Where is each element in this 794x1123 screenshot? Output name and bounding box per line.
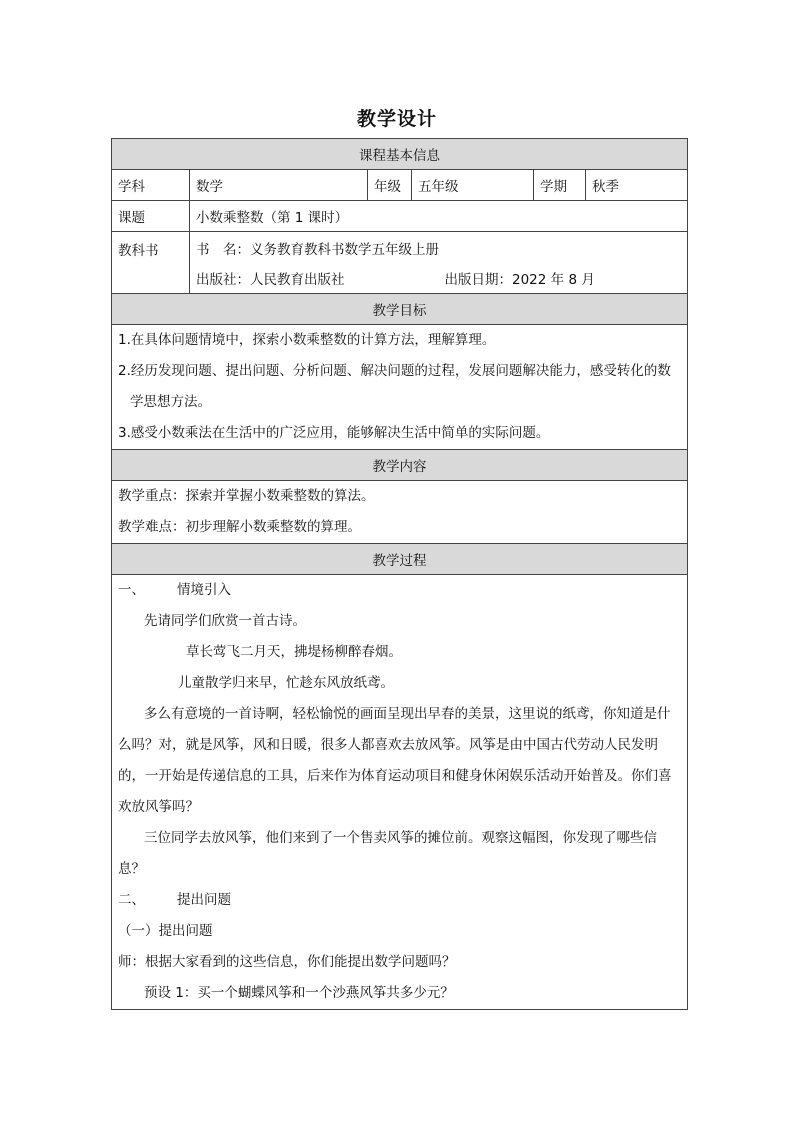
section-header-row: [112, 139, 688, 170]
paragraph: 多么有意境的一首诗啊，轻松愉悦的画面呈现出早春的美景，这里说的纸鸢，你知道是什么吗？对，就是风筝，风和日暖，很多人都喜欢去放风筝。风筝是由中国古代劳动人民发明的，一开始是传递信息的工具，后来作为体育运动项目和健身休闲娱乐活动开始普及。你们喜欢放风筝吗？: [118, 706, 672, 815]
info-row: [112, 170, 688, 201]
topic-value: 小数乘整数（第 1 课时）: [190, 201, 688, 232]
term-label: 学期: [534, 170, 586, 201]
book-name-value: 义务教育教科书数学五年级上册: [250, 241, 439, 258]
textbook-label: 教科书: [112, 232, 190, 294]
section-basic-info: 课程基本信息: [112, 139, 688, 170]
section-objectives: 教学目标: [112, 294, 688, 325]
key-point: 教学重点：探索并掌握小数乘整数的算法。: [118, 488, 375, 504]
part1-number: 一、: [118, 582, 145, 598]
grade-value: 五年级: [412, 170, 534, 201]
section-content: 教学内容: [112, 450, 688, 481]
paragraph: 三位同学去放风筝，他们来到了一个售卖风筝的摊位前。观察这幅图，你发现了哪些信息？: [118, 830, 657, 877]
subject-value: 数学: [190, 170, 368, 201]
section-process: 教学过程: [112, 544, 688, 575]
objectives-row: [112, 325, 688, 450]
section-header-row: [112, 450, 688, 481]
page-title: 教学设计: [356, 108, 437, 130]
grade-label: 年级: [368, 170, 412, 201]
subheading: （一）提出问题: [118, 923, 213, 939]
process-cell: [112, 575, 688, 1010]
poem-line: 儿童散学归来早，忙趁东风放纸鸢。: [178, 675, 394, 691]
pub-date-value: 2022 年 8 月: [512, 272, 595, 288]
section-header-row: [112, 294, 688, 325]
teacher-line: 师：根据大家看到的这些信息，你们能提出数学问题吗？: [118, 954, 456, 970]
objective-item: 2.经历发现问题、提出问题、分析问题、解决问题的过程，发展问题解决能力，感受转化的数学思想方法。: [118, 363, 671, 410]
objectives-cell: [112, 325, 688, 450]
intro-text: 先请同学们欣赏一首古诗。: [144, 613, 306, 629]
part1-heading: [118, 575, 681, 606]
topic-row: [112, 201, 688, 232]
part2-title: 提出问题: [177, 892, 231, 908]
section-header-row: [112, 544, 688, 575]
preset-line: 预设 1：买一个蝴蝶风筝和一个沙燕风筝共多少元？: [144, 985, 454, 1001]
poem-line: 草长莺飞二月天，拂堤杨柳醉春烟。: [186, 644, 402, 660]
publisher-value: 人民教育出版社: [250, 272, 345, 288]
content-cell: [112, 481, 688, 544]
pub-date-label: 出版日期：: [444, 272, 512, 288]
part2-heading: [118, 885, 681, 916]
term-value: 秋季: [586, 170, 688, 201]
topic-label: 课题: [112, 201, 190, 232]
difficulty-point: 教学难点：初步理解小数乘整数的算理。: [118, 519, 361, 535]
publisher-label: 出版社：: [196, 272, 250, 288]
textbook-row: [112, 232, 688, 264]
part1-title: 情境引入: [177, 582, 231, 598]
lesson-plan-table: [111, 138, 688, 1010]
objective-item: 3.感受小数乘法在生活中的广泛应用，能够解决生活中简单的实际问题。: [118, 425, 550, 441]
publisher-cell: [190, 263, 688, 294]
process-row: [112, 575, 688, 1010]
content-row: [112, 481, 688, 544]
publisher-row: [112, 263, 688, 294]
part2-number: 二、: [118, 892, 145, 908]
objective-item: 1.在具体问题情境中，探索小数乘整数的计算方法，理解算理。: [118, 332, 496, 348]
book-name-label: 书 名：: [196, 241, 250, 258]
book-name-cell: [190, 232, 688, 264]
subject-label: 学科: [112, 170, 190, 201]
